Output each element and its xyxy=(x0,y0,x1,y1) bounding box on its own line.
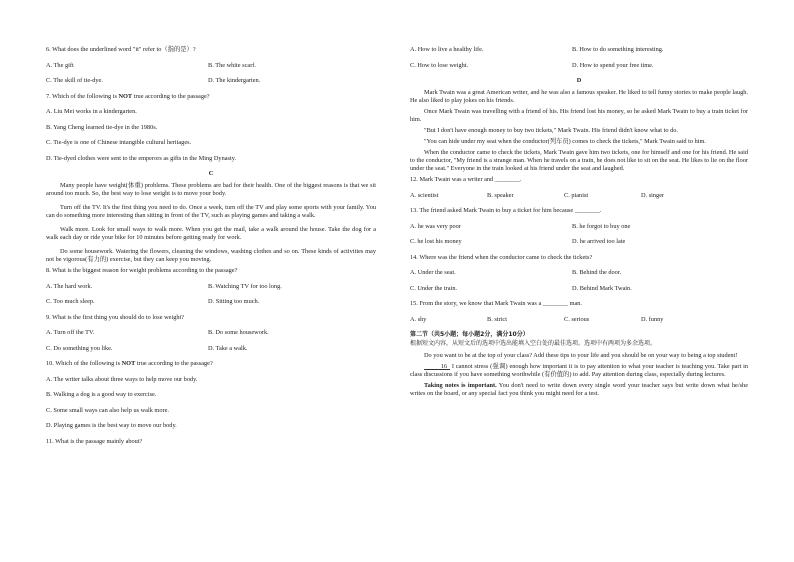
question-6-options-2 xyxy=(46,77,376,93)
option-a[interactable]: A. shy xyxy=(410,315,427,323)
option-c[interactable]: C. The skill of tie-dye. xyxy=(46,77,103,84)
option-d[interactable]: D. Behind Mark Twain. xyxy=(572,284,632,292)
left-column xyxy=(46,46,376,453)
question-15-options xyxy=(410,316,748,332)
question-15: 15. From the story, we know that Mark Twain was a ________ man. xyxy=(410,300,582,307)
question-11-options-2 xyxy=(410,62,748,78)
option-d[interactable]: D. Tie-dyed clothes were sent to the emperors as gifts in the Ming Dynasty. xyxy=(46,154,237,162)
option-b[interactable]: B. strict xyxy=(487,315,507,323)
option-c[interactable]: C. Under the train. xyxy=(410,284,458,292)
option-b[interactable]: B. he forgot to buy one xyxy=(572,222,631,230)
option-a[interactable]: A. Liu Mei works in a kindergarten. xyxy=(46,108,137,115)
option-c[interactable]: C. How to lose weight. xyxy=(410,61,469,69)
question-14-options xyxy=(410,269,748,285)
option-a[interactable]: A. Under the seat. xyxy=(410,269,456,276)
option-b[interactable]: B. Yang Cheng learned tie-dye in the 1980s. xyxy=(46,123,158,131)
question-8: 8. What is the biggest reason for weight problems according to the passage? xyxy=(46,267,238,274)
option-b[interactable]: B. Behind the door. xyxy=(572,269,622,276)
option-d[interactable]: D. The kindergarten. xyxy=(208,77,261,84)
question-6-options xyxy=(46,62,376,78)
option-c[interactable]: C. Do something you like. xyxy=(46,344,113,352)
passage-c-paragraph: Walk more. Look for small ways to walk more. When you get the mail, take a walk around the house. Take the dog for a walk each day or ride your bike for 10 minutes before getting ready for work. xyxy=(46,226,376,241)
option-c[interactable]: C. Some small ways can also help us walk more. xyxy=(46,406,169,414)
option-d[interactable]: D. Playing games is the best way to move our body. xyxy=(46,422,177,429)
option-a[interactable]: A. scientist xyxy=(410,191,439,199)
option-b[interactable]: B. The white scarf. xyxy=(208,61,256,69)
question-8-options xyxy=(46,283,376,299)
question-9-options xyxy=(46,329,376,345)
question-11-options xyxy=(410,46,748,62)
question-12: 12. Mark Twain was a writer and ________. xyxy=(410,176,522,183)
question-10: 10. Which of the following is NOT true according to the passage? xyxy=(46,360,213,367)
section-c-heading: C xyxy=(208,170,214,177)
option-a[interactable]: A. The writer talks about three ways to help move our body. xyxy=(46,375,198,383)
option-a[interactable]: A. Turn off the TV. xyxy=(46,329,95,336)
question-7: 7. Which of the following is NOT true according to the passage? xyxy=(46,92,210,100)
question-13-options xyxy=(410,223,748,239)
passage-c-paragraph: Turn off the TV. It's the first thing you need to do. Once a week, turn off the TV and play some sports with your family. You can do something more interesting than sitting in front of the TV, such as playing games and taking a walk. xyxy=(46,204,376,219)
section-2-instructions: 根据短文内容，从短文后的选项中选出能填入空白处的最佳选项。选项中有两项为多余选项。 xyxy=(410,340,657,347)
question-13: 13. The friend asked Mark Twain to buy a ticket for him because ________. xyxy=(410,207,602,214)
option-a[interactable]: A. he was very poor xyxy=(410,222,461,230)
option-b[interactable]: B. Watching TV for too long. xyxy=(208,282,282,290)
passage-d-paragraph: "You can hide under my seat when the conductor(列车员) comes to check the tickets," Mark Twain said to him. xyxy=(424,138,706,145)
option-c[interactable]: C. he lost his money xyxy=(410,238,462,245)
passage-d-paragraph: Mark Twain was a great American writer, and he was also a famous speaker. He liked to tell funny stories to make people laugh. He also liked to play jokes on his friends. xyxy=(410,89,748,104)
passage-c-paragraph: Do some housework. Watering the flowers, cleaning the windows, washing clothes and so on. These kinds of activities may not be vigorous(有力的) exercise, but they can keep you moving. xyxy=(46,248,376,263)
section-2-header: 第二节（共5小题；每小题2分，满分10分） xyxy=(410,331,529,338)
passage-2-paragraph: Taking notes is important. You don't need to write down every single word your teacher says but write down what he/she writes on the board, or any special fact you think you might need for a test. xyxy=(410,382,748,397)
option-c[interactable]: C. serious xyxy=(564,315,590,323)
option-a[interactable]: A. How to live a healthy life. xyxy=(410,46,484,53)
question-12-options xyxy=(410,192,748,208)
option-c[interactable]: C. Tie-dye is one of Chinese intangible cultural heritages. xyxy=(46,139,192,146)
passage-d-paragraph: "But I don't have enough money to buy two tickets," Mark Twain. His friend didn't know what to do. xyxy=(424,127,678,134)
option-b[interactable]: B. How to do something interesting. xyxy=(572,46,664,53)
question-6: 6. What does the underlined word "it" refer to（指的是）? xyxy=(46,46,196,53)
option-b[interactable]: B. speaker xyxy=(487,191,514,199)
option-d[interactable]: D. he arrived too late xyxy=(572,238,626,245)
option-c[interactable]: C. Too much sleep. xyxy=(46,298,95,305)
option-d[interactable]: D. Take a walk. xyxy=(208,344,248,352)
question-9: 9. What is the first thing you should do to lose weight? xyxy=(46,313,185,321)
question-11: 11. What is the passage mainly about? xyxy=(46,437,143,445)
option-b[interactable]: B. Walking a dog is a good way to exercise. xyxy=(46,391,157,398)
passage-d-paragraph: Once Mark Twain was travelling with a friend of his. His friend lost his money, so he asked Mark Twain to buy a train ticket for him. xyxy=(410,108,748,123)
option-a[interactable]: A. The gift xyxy=(46,61,74,69)
passage-c-paragraph: Many people have weight(体重) problems. These problems are bad for their health. One of the biggest reasons is that we sit around too much. So, the best way to lose weight is to move your body. xyxy=(46,182,376,197)
question-8-options-2 xyxy=(46,298,376,314)
option-d[interactable]: D. How to spend your free time. xyxy=(572,61,654,69)
option-b[interactable]: B. Do some housework. xyxy=(208,329,269,336)
passage-d-paragraph: When the conductor came to check the tickets, Mark Twain gave him two tickets, one for himself and one for his friend. He said to the conductor, "My friend is a strange man. When he travels on a train, he does not like to sit on the seat. He likes to lie on the floor under the seat." Everyone in the train looked at his friend under the seat and laughed. xyxy=(410,149,748,172)
option-c[interactable]: C. pianist xyxy=(564,191,589,199)
option-a[interactable]: A. The hard work. xyxy=(46,282,93,290)
passage-2-paragraph-blank: 16 I cannot stress (强调) enough how important it is to pay attention to what your teacher is teaching you. Take part in class discussions if you have something worthwhile (有价值的) to add. Pay attention during class, especially during lectures. xyxy=(410,363,748,378)
option-d[interactable]: D. Sitting too much. xyxy=(208,298,260,305)
right-column xyxy=(410,46,748,401)
question-13-options-2 xyxy=(410,238,748,254)
blank-16[interactable]: 16 xyxy=(424,363,450,370)
passage-2-paragraph: Do you want to be at the top of your class? Add these tips to your life and you should be on your way to being a top student! xyxy=(424,352,738,359)
option-d[interactable]: D. funny xyxy=(641,315,664,323)
section-d-heading: D xyxy=(576,77,582,84)
question-14-options-2 xyxy=(410,285,748,301)
question-9-options-2 xyxy=(46,345,376,361)
option-d[interactable]: D. singer xyxy=(641,191,665,199)
question-14: 14. Where was the friend when the conductor came to check the tickets? xyxy=(410,253,593,261)
